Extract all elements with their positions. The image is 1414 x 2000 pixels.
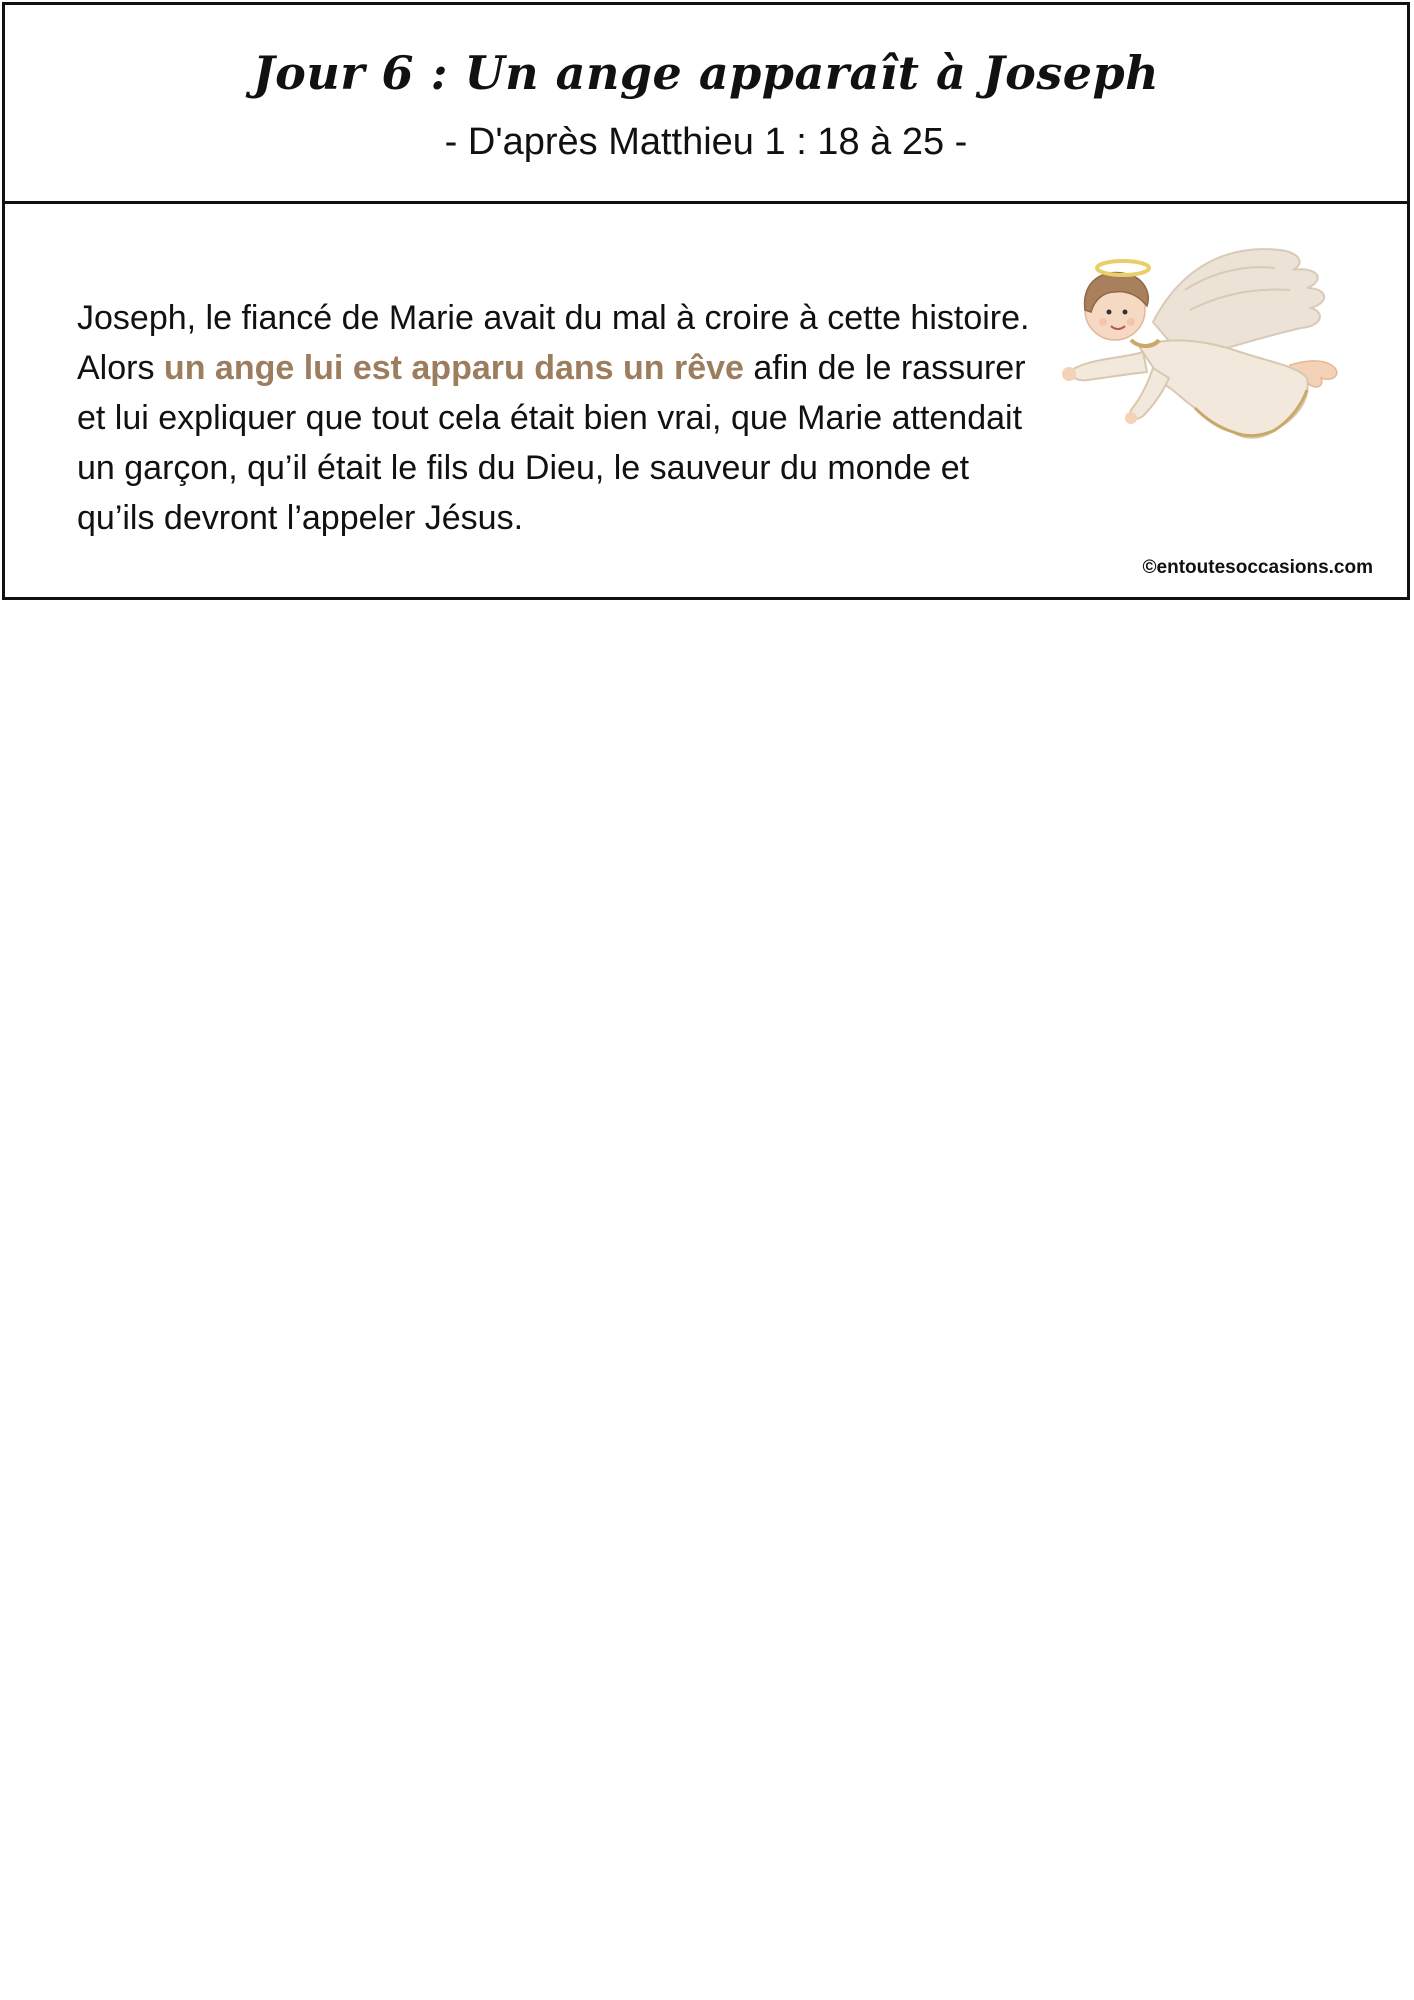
copyright-notice: ©entoutesoccasions.com: [1142, 557, 1373, 578]
story-text: [77, 293, 1037, 543]
bible-reference: - D'après Matthieu 1 : 18 à 25 -: [444, 121, 968, 163]
story-paragraph-1: Joseph, le fiancé de Marie avait du mal à croire à cette histoire.: [77, 299, 1030, 337]
story-paragraph-2: [77, 343, 1037, 543]
page-title: Jour 6 : Un ange apparaît à Joseph: [252, 46, 1160, 100]
story-card: [2, 2, 1410, 600]
paragraph-2-end: afin de le rassurer et lui expliquer que tout cela était bien vrai, que Marie attendait un garçon, qu’il était le fils du Dieu, le sauveur du monde et qu’ils devront l’appeler Jésus.: [77, 349, 1026, 537]
paragraph-2-start: Alors: [77, 349, 164, 387]
flying-angel-icon: [1035, 240, 1355, 490]
highlighted-phrase: un ange lui est apparu dans un rêve: [163, 349, 744, 387]
card-header: [5, 5, 1407, 204]
